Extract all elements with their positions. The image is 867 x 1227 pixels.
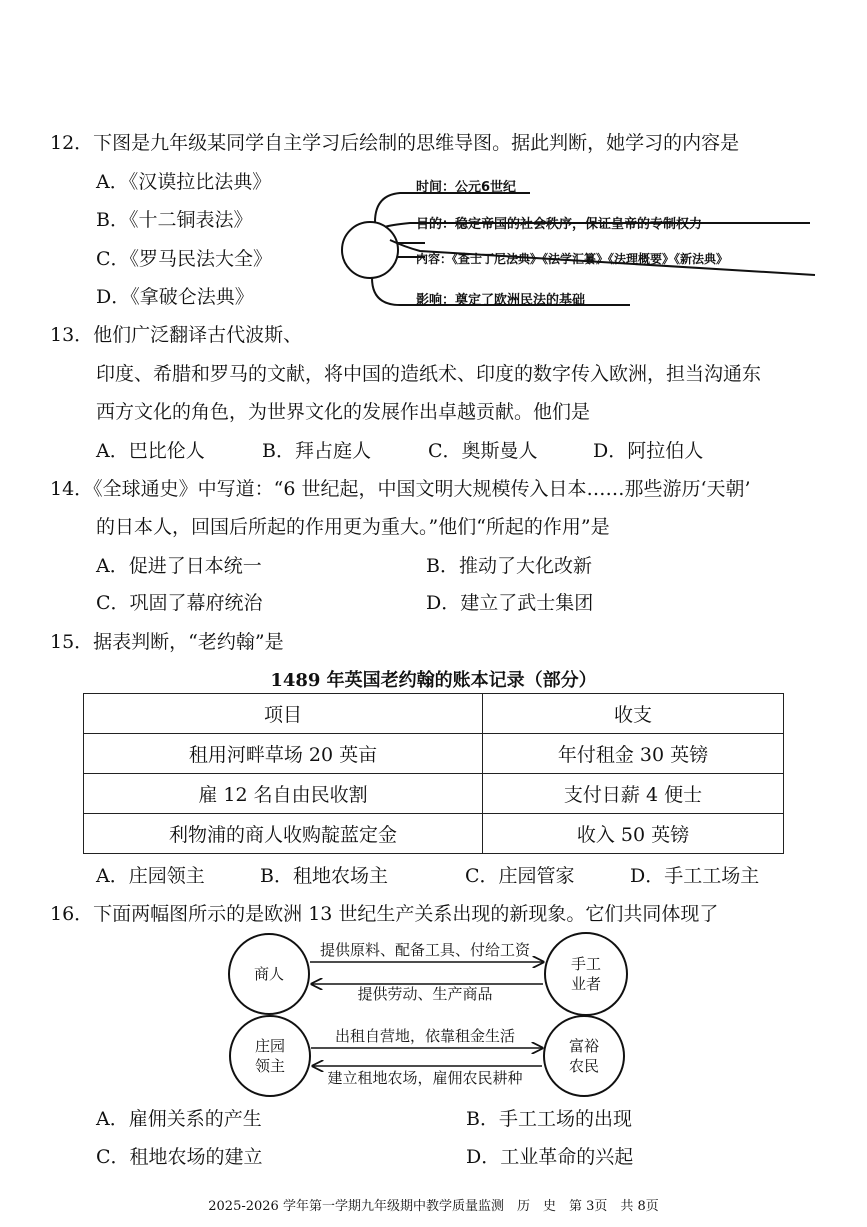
q16-option-d: D．工业革命的兴起	[466, 1146, 634, 1168]
q13-stem-line3: 西方文化的角色，为世界文化的发展作出卓越贡献。他们是	[96, 401, 591, 423]
diagram2-lord-label-line2: 领主	[254, 1057, 285, 1075]
diagram2-farmer-label-line1: 富裕	[568, 1037, 599, 1055]
q13-stem-line2: 印度、希腊和罗马的文献，将中国的造纸术、印度的数字传入欧洲，担当沟通东	[96, 363, 762, 385]
q15-stem: 15．据表判断，“老约翰”是	[50, 631, 284, 653]
q16-stem: 16．下面两幅图所示的是欧洲 13 世纪生产关系出现的新现象。它们共同体现了	[50, 903, 719, 925]
q12-option-a: A．《汉谟拉比法典》	[96, 171, 272, 193]
q14-option-d: D．建立了武士集团	[426, 592, 594, 614]
table-cell: 利物浦的商人收购靛蓝定金	[84, 814, 483, 854]
diagram1-artisan-label-line2: 业者	[570, 975, 601, 993]
table-header-row	[84, 694, 784, 734]
q14-option-a: A．促进了日本统一	[96, 555, 262, 577]
q14-stem-line2: 的日本人，回国后所起的作用更为重大。”他们“所起的作用”是	[96, 516, 610, 538]
diagram1-top-arrow-label: 提供原料、配备工具、付给工资	[319, 941, 530, 959]
q15-option-a: A．庄园领主	[96, 865, 205, 887]
ledger-table	[83, 693, 784, 854]
q12-option-d: D．《拿破仑法典》	[96, 286, 254, 308]
page-footer: 2025-2026 学年第一学期九年级期中教学质量监测 历 史 第 3页 共 8页	[208, 1199, 659, 1214]
diagram2-lord-label-line1: 庄园	[254, 1037, 285, 1055]
diagram1-bottom-arrow-label: 提供劳动、生产商品	[357, 985, 493, 1003]
table-row	[84, 774, 784, 814]
q13-stem-line1: 13．他们广泛翻译古代波斯、	[50, 324, 303, 346]
table-cell: 雇 12 名自由民收割	[84, 774, 483, 814]
q13-option-b: B．拜占庭人	[262, 440, 371, 462]
q15-option-d: D．手工工场主	[630, 865, 760, 887]
q12-option-b: B．《十二铜表法》	[96, 209, 253, 231]
q14-stem-line1: 14．《全球通史》中写道：“6 世纪起，中国文明大规模传入日本……那些游历‘天朝’	[50, 478, 751, 500]
q12-stem: 12．下图是九年级某同学自主学习后绘制的思维导图。据此判断，她学习的内容是	[50, 132, 740, 154]
q16-option-c: C．租地农场的建立	[96, 1146, 263, 1168]
q15-option-b: B．租地农场主	[260, 865, 388, 887]
q13-option-d: D．阿拉伯人	[593, 440, 704, 462]
q14-option-b: B．推动了大化改新	[426, 555, 592, 577]
q16-option-a: A．雇佣关系的产生	[96, 1108, 262, 1130]
table-cell: 年付租金 30 英镑	[483, 734, 784, 774]
table-row	[84, 814, 784, 854]
diagram1-merchant-label: 商人	[253, 965, 284, 983]
table-title: 1489 年英国老约翰的账本记录（部分）	[270, 670, 597, 691]
mindmap-content: 内容：《查士丁尼法典》《法学汇纂》《法理概要》《新法典》	[416, 252, 729, 266]
q13-option-c: C．奥斯曼人	[428, 440, 538, 462]
diagram2-top-arrow-label: 出租自营地，依靠租金生活	[334, 1027, 515, 1045]
mindmap-influence: 影响：奠定了欧洲民法的基础	[416, 293, 586, 308]
q15-option-c: C．庄园管家	[465, 865, 575, 887]
diagram2-farmer-label-line2: 农民	[568, 1057, 599, 1075]
table-header: 项目	[84, 694, 483, 734]
q12-option-c: C．《罗马民法大全》	[96, 248, 273, 270]
q16-option-b: B．手工工场的出现	[466, 1108, 632, 1130]
table-cell: 收入 50 英镑	[483, 814, 784, 854]
diagram2-bottom-arrow-label: 建立租地农场，雇佣农民耕种	[327, 1069, 523, 1087]
diagram1-artisan-label-line1: 手工	[570, 955, 601, 973]
q13-option-a: A．巴比伦人	[96, 440, 205, 462]
table-cell: 租用河畔草场 20 英亩	[84, 734, 483, 774]
mindmap-time: 时间：公元6世纪	[416, 180, 517, 195]
table-cell: 支付日薪 4 便士	[483, 774, 784, 814]
mindmap-purpose: 目的：稳定帝国的社会秩序，保证皇帝的专制权力	[416, 217, 703, 232]
table-header: 收支	[483, 694, 784, 734]
table-row	[84, 734, 784, 774]
q14-option-c: C．巩固了幕府统治	[96, 592, 263, 614]
